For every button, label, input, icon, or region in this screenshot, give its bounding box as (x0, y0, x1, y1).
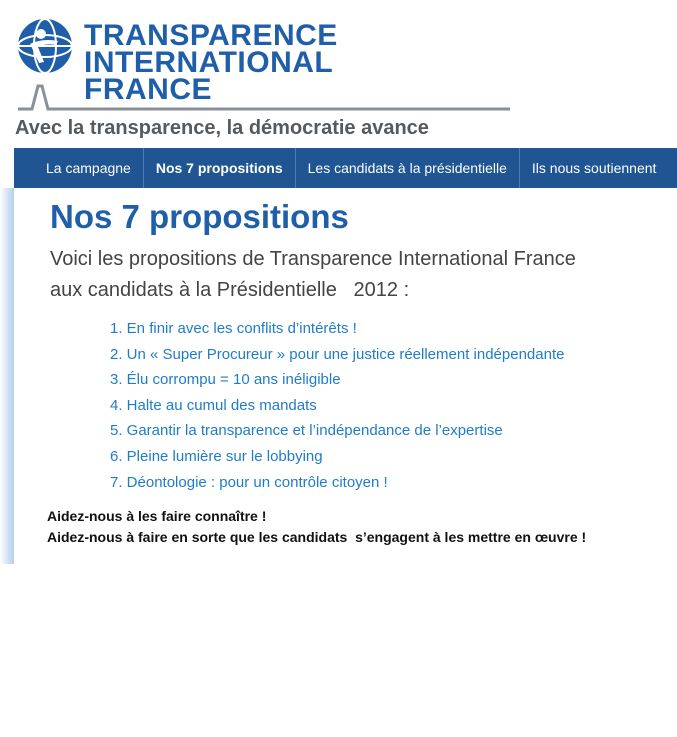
brand-name-line-1: TRANSPARENCE (84, 19, 338, 52)
nav-item-la-campagne[interactable]: La campagne (14, 148, 144, 188)
proposal-item-1[interactable]: 1. En finir avec les conflits d’intérêts ! (110, 320, 357, 337)
site-header (0, 0, 677, 148)
intro-line-1: Voici les propositions de Transparence International France (50, 248, 576, 270)
proposal-item-4[interactable]: 4. Halte au cumul des mandats (110, 396, 317, 414)
proposal-item-7[interactable]: 7. Déontologie : pour un contrôle citoyen ! (110, 473, 388, 491)
proposals-list (110, 316, 564, 495)
call-line-2: Aidez-nous à faire en sorte que les candidats s’engagent à les mettre en œuvre ! (47, 529, 587, 545)
proposal-item-5[interactable]: 5. Garantir la transparence et l’indépendance de l’expertise (110, 422, 503, 440)
nav-item-nos-7-propositions[interactable]: Nos 7 propositions (144, 148, 296, 188)
page-title: Nos 7 propositions (50, 198, 349, 235)
intro-paragraph (50, 244, 670, 306)
brand-name-line-2: INTERNATIONAL (84, 46, 334, 79)
main-navigation (14, 148, 677, 188)
nav-item-ils-nous-soutiennent[interactable]: Ils nous soutiennent (531, 160, 657, 176)
call-to-action (47, 506, 586, 548)
intro-line-2: aux candidats à la Présidentielle 2012 : (50, 279, 410, 301)
main-content (14, 188, 677, 564)
brand-name-line-3: FRANCE (84, 73, 212, 106)
proposal-item-2[interactable]: 2. Un « Super Procureur » pour une justice réellement indépendante (110, 345, 565, 363)
nav-item-les-candidats[interactable]: Les candidats à la présidentielle (296, 148, 520, 188)
proposal-item-6[interactable]: 6. Pleine lumière sur le lobbying (110, 447, 323, 465)
site-tagline: Avec la transparence, la démocratie avance (15, 117, 429, 139)
site-logo[interactable] (14, 16, 514, 114)
left-decorative-bar (0, 188, 14, 564)
proposal-item-3[interactable]: 3. Élu corrompu = 10 ans inéligible (110, 371, 341, 389)
call-line-1: Aidez-nous à les faire connaître ! (47, 508, 267, 524)
